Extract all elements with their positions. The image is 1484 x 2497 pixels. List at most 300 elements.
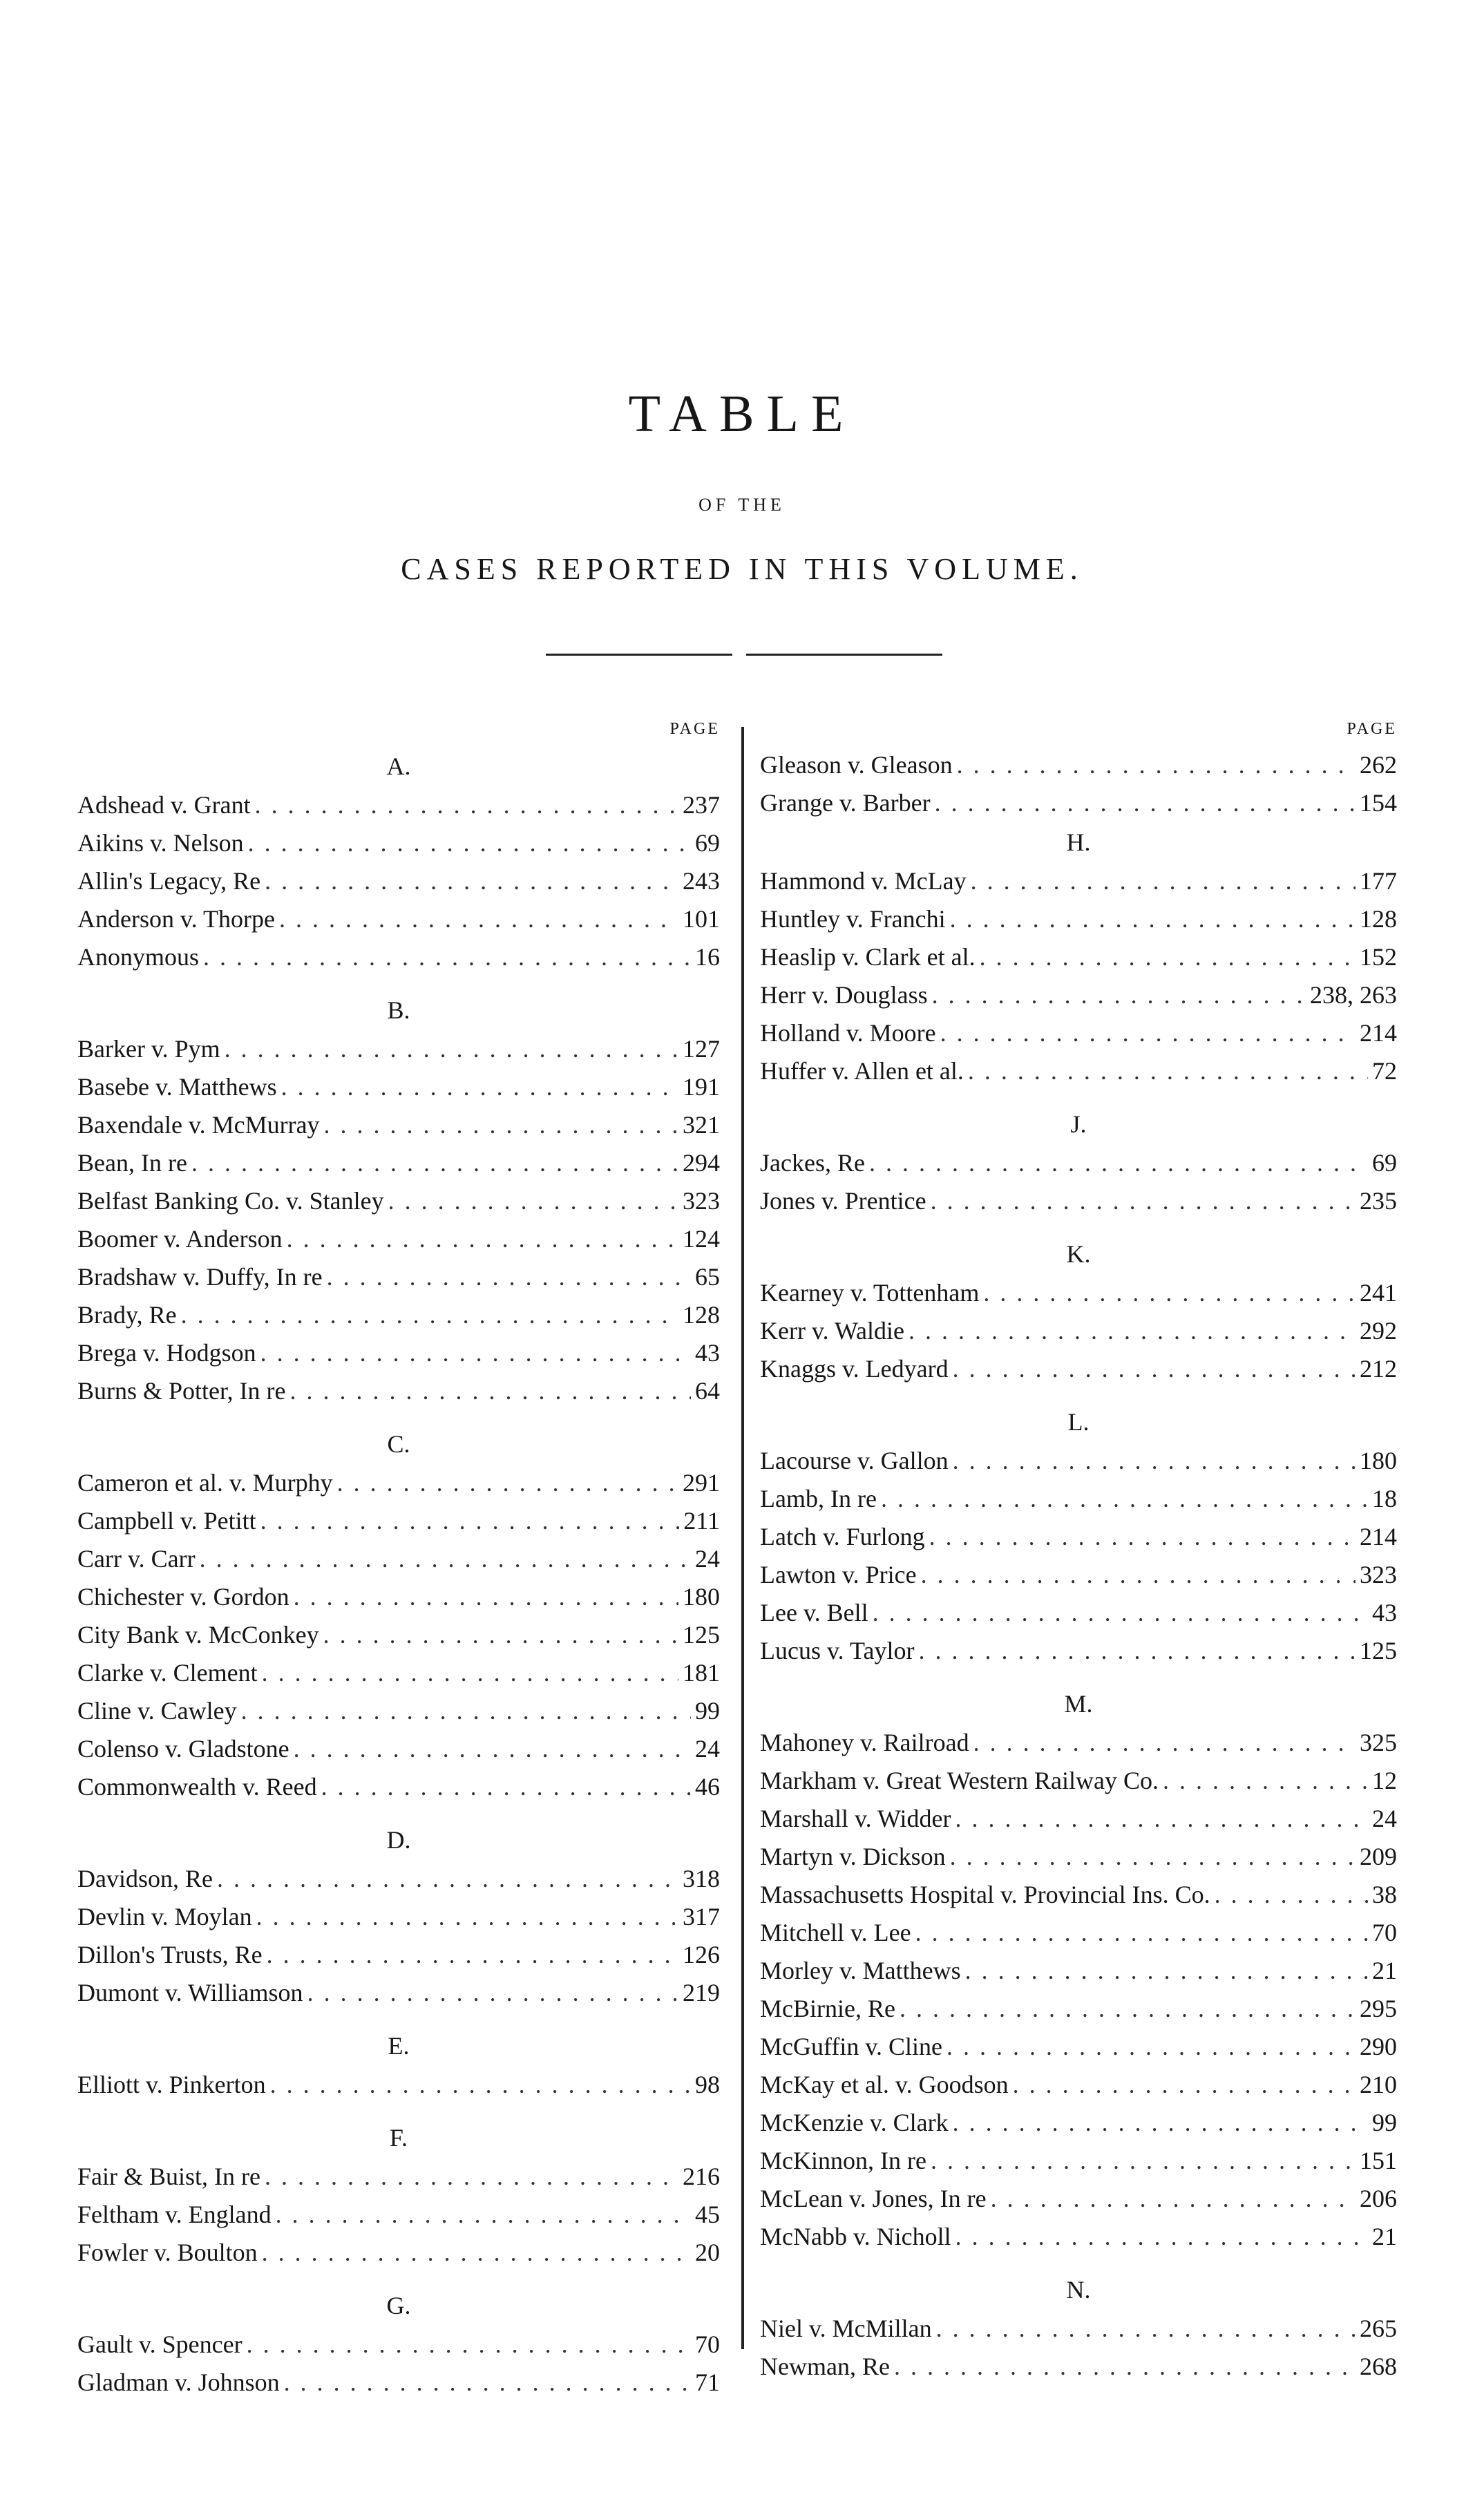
section-gap [760, 1220, 1397, 1234]
case-page-number: 237 [683, 791, 720, 819]
case-page-number: 43 [1372, 1599, 1397, 1626]
section-letter: B. [387, 996, 410, 1024]
case-entry [77, 2066, 720, 2104]
dot-leader [973, 1724, 1355, 1762]
case-page-number: 70 [1372, 1919, 1397, 1946]
case-name: Brady, Re [77, 1301, 177, 1329]
case-entry [77, 1068, 720, 1106]
dot-leader [900, 1990, 1355, 2028]
case-entry [77, 1898, 720, 1936]
case-name: Jackes, Re [760, 1149, 865, 1177]
dot-leader [327, 1258, 691, 1296]
case-name: McGuffin v. Cline [760, 2033, 942, 2060]
section-gap [760, 1388, 1397, 1402]
case-page-number: 128 [683, 1301, 720, 1329]
case-entry [77, 1106, 720, 1144]
case-name: Cline v. Cawley [77, 1697, 237, 1725]
case-name: Niel v. McMillan [760, 2315, 932, 2342]
case-entry [77, 1182, 720, 1220]
case-page-number: 24 [1372, 1805, 1397, 1832]
case-name: Fowler v. Boulton [77, 2239, 258, 2266]
case-name: Commonwealth v. Reed [77, 1773, 317, 1801]
case-name: Jones v. Prentice [760, 1187, 926, 1215]
case-entry [77, 2326, 720, 2364]
dot-leader [940, 1014, 1355, 1052]
dot-leader [936, 2310, 1355, 2348]
case-entry [77, 938, 720, 976]
column-divider [741, 727, 744, 2349]
case-page-number: 181 [683, 1659, 720, 1687]
case-page-number: 325 [1360, 1729, 1397, 1756]
section-gap [77, 1806, 720, 1820]
case-entry [760, 2028, 1397, 2066]
case-page-number: 209 [1360, 1843, 1397, 1870]
case-name: McLean v. Jones, In re [760, 2185, 987, 2212]
case-entry [760, 1144, 1397, 1182]
case-page-number: 238, 263 [1310, 981, 1397, 1009]
dot-leader [323, 1616, 678, 1654]
case-entry [760, 2142, 1397, 2180]
case-page-number: 70 [695, 2330, 720, 2358]
case-page-number: 38 [1372, 1881, 1397, 1908]
dot-leader [957, 746, 1355, 784]
dot-leader [932, 976, 1306, 1014]
case-page-number: 191 [683, 1073, 720, 1101]
case-name: Heaslip v. Clark et al. [760, 943, 976, 971]
case-entry [760, 900, 1397, 938]
dot-leader [181, 1296, 678, 1334]
case-name: Hammond v. McLay [760, 867, 967, 895]
case-entry [760, 2104, 1397, 2142]
case-name: Markham v. Great Western Railway Co. [760, 1767, 1159, 1794]
case-name: Fair & Buist, In re [77, 2163, 260, 2190]
case-entry [77, 1502, 720, 1540]
case-name: Lawton v. Price [760, 1561, 917, 1588]
section-gap [77, 2012, 720, 2026]
dot-leader [307, 1974, 678, 2012]
section-letter: J. [1070, 1110, 1087, 1138]
case-page-number: 291 [683, 1469, 720, 1497]
case-name: Brega v. Hodgson [77, 1339, 256, 1367]
case-name: McKinnon, In re [760, 2147, 926, 2174]
case-page-number: 65 [695, 1263, 720, 1291]
case-page-number: 292 [1360, 1317, 1397, 1345]
case-name: Barker v. Pym [77, 1035, 220, 1063]
case-page-number: 128 [1360, 905, 1397, 933]
case-page-number: 126 [683, 1941, 720, 1968]
case-page-number: 98 [695, 2071, 720, 2098]
case-entry [77, 2158, 720, 2196]
case-page-number: 295 [1360, 1995, 1397, 2022]
section-letter: H. [1066, 828, 1091, 856]
case-page-number: 317 [683, 1903, 720, 1930]
case-name: Kerr v. Waldie [760, 1317, 905, 1345]
case-name: Boomer v. Anderson [77, 1225, 283, 1253]
dot-leader [294, 1578, 678, 1616]
case-page-number: 265 [1360, 2315, 1397, 2342]
case-name: Adshead v. Grant [77, 791, 251, 819]
case-page-number: 46 [695, 1773, 720, 1801]
case-page-number: 64 [695, 1377, 720, 1405]
dot-leader [267, 1936, 678, 1974]
case-entry [77, 1730, 720, 1768]
case-name: Kearney v. Tottenham [760, 1279, 980, 1307]
case-page-number: 321 [683, 1111, 720, 1139]
case-entry [77, 1692, 720, 1730]
case-page-number: 69 [1372, 1149, 1397, 1177]
case-page-number: 219 [683, 1979, 720, 2006]
case-page-number: 151 [1360, 2147, 1397, 2174]
case-name: Newman, Re [760, 2353, 890, 2380]
case-entry [760, 2180, 1397, 2218]
case-entry [77, 1936, 720, 1974]
case-name: McBirnie, Re [760, 1995, 895, 2022]
case-entry [760, 1990, 1397, 2028]
case-name: Morley v. Matthews [760, 1957, 961, 1984]
case-name: Cameron et al. v. Murphy [77, 1469, 333, 1497]
case-page-number: 323 [1360, 1561, 1397, 1588]
dot-leader [980, 938, 1355, 976]
dot-leader [279, 900, 678, 938]
section-letter: E. [388, 2032, 410, 2060]
dot-leader [337, 1464, 678, 1502]
case-page-number: 12 [1372, 1767, 1397, 1794]
case-name: Knaggs v. Ledyard [760, 1355, 949, 1383]
case-entry [760, 1350, 1397, 1388]
case-name: Elliott v. Pinkerton [77, 2071, 266, 2098]
case-name: Mahoney v. Railroad [760, 1729, 969, 1756]
dot-leader [921, 1556, 1355, 1594]
case-name: Bean, In re [77, 1149, 187, 1177]
case-name: Baxendale v. McMurray [77, 1111, 320, 1139]
dot-leader [965, 1952, 1368, 1990]
case-entry [77, 862, 720, 900]
case-page-number: 127 [683, 1035, 720, 1063]
dot-leader [321, 1768, 691, 1806]
case-entry [760, 1838, 1397, 1876]
dot-leader [276, 2196, 691, 2234]
dot-leader [955, 2218, 1368, 2256]
case-page-number: 20 [695, 2239, 720, 2266]
dot-leader [915, 1914, 1368, 1952]
dot-leader [881, 1480, 1368, 1518]
case-name: Lacourse v. Gallon [760, 1447, 949, 1474]
case-entry [77, 1540, 720, 1578]
case-name: Huffer v. Allen et al. [760, 1057, 964, 1085]
case-name: McNabb v. Nicholl [760, 2223, 951, 2250]
dot-leader [281, 1068, 678, 1106]
case-entry [760, 746, 1397, 784]
dot-leader [262, 1654, 678, 1692]
section-letter: M. [1064, 1690, 1093, 1718]
dot-leader [225, 1030, 678, 1068]
case-entry [760, 1442, 1397, 1480]
section-letter: G. [386, 2292, 411, 2319]
case-entry [77, 1144, 720, 1182]
page-subtitle: CASES REPORTED IN THIS VOLUME. [401, 552, 1083, 586]
case-entry [77, 786, 720, 824]
case-entry [77, 1464, 720, 1502]
case-name: Latch v. Furlong [760, 1523, 925, 1550]
section-gap [760, 2256, 1397, 2270]
dot-leader [217, 1860, 678, 1898]
dot-leader [191, 1144, 678, 1182]
dot-leader [953, 1442, 1355, 1480]
case-page-number: 294 [683, 1149, 720, 1177]
dot-leader [869, 1144, 1368, 1182]
right-column [760, 712, 1397, 2386]
case-page-number: 18 [1372, 1485, 1397, 1512]
dot-leader [388, 1182, 678, 1220]
dot-leader [1163, 1762, 1368, 1800]
right-lead-entries [760, 746, 1397, 822]
case-entry [760, 976, 1397, 1014]
case-page-number: 210 [1360, 2071, 1397, 2098]
case-name: Anderson v. Thorpe [77, 905, 275, 933]
case-entry [77, 824, 720, 862]
dot-leader [265, 862, 678, 900]
page-column-header: PAGE [669, 720, 720, 738]
case-page-number: 243 [683, 867, 720, 895]
case-entry [760, 862, 1397, 900]
case-name: Allin's Legacy, Re [77, 867, 261, 895]
case-entry [760, 1914, 1397, 1952]
case-page-number: 69 [695, 829, 720, 857]
case-entry [77, 1220, 720, 1258]
case-entry [77, 1578, 720, 1616]
case-page-number: 99 [1372, 2109, 1397, 2136]
dot-leader [971, 862, 1355, 900]
case-name: Aikins v. Nelson [77, 829, 244, 857]
case-page-number: 323 [683, 1187, 720, 1215]
section-letter: C. [387, 1430, 410, 1458]
case-entry [760, 1594, 1397, 1632]
case-entry [77, 1258, 720, 1296]
case-entry [760, 1724, 1397, 1762]
case-entry [760, 1014, 1397, 1052]
case-name: Chichester v. Gordon [77, 1583, 289, 1611]
dot-leader [260, 1334, 691, 1372]
dot-leader [983, 1274, 1355, 1312]
dot-leader [241, 1692, 691, 1730]
case-entry [760, 1274, 1397, 1312]
case-page-number: 124 [683, 1225, 720, 1253]
dot-leader [255, 786, 678, 824]
case-name: Lucus v. Taylor [760, 1637, 915, 1664]
case-entry [77, 2196, 720, 2234]
section-gap [760, 1670, 1397, 1684]
dot-leader [953, 2104, 1368, 2142]
case-name: Holland v. Moore [760, 1019, 936, 1047]
case-page-number: 71 [695, 2368, 720, 2396]
section-letter: N. [1066, 2276, 1091, 2304]
dot-leader [324, 1106, 678, 1144]
case-name: Davidson, Re [77, 1865, 213, 1892]
left-column [77, 712, 720, 2402]
case-name: Colenso v. Gladstone [77, 1735, 289, 1763]
case-name: Dumont v. Williamson [77, 1979, 303, 2006]
case-name: Massachusetts Hospital v. Provincial Ins. Co. [760, 1881, 1210, 1908]
case-entry [760, 938, 1397, 976]
case-page-number: 43 [695, 1339, 720, 1367]
case-page-number: 24 [695, 1545, 720, 1573]
dot-leader [931, 1182, 1355, 1220]
case-name: Lamb, In re [760, 1485, 877, 1512]
dot-leader [918, 1632, 1355, 1670]
case-page-number: 154 [1360, 789, 1397, 817]
case-name: Clarke v. Clement [77, 1659, 258, 1687]
case-entry [77, 2234, 720, 2272]
case-name: Lee v. Bell [760, 1599, 868, 1626]
case-entry [77, 1030, 720, 1068]
case-page-number: 180 [1360, 1447, 1397, 1474]
dot-leader [248, 824, 691, 862]
case-name: McKay et al. v. Goodson [760, 2071, 1009, 2098]
case-entry [760, 1052, 1397, 1090]
section-letter: D. [386, 1826, 411, 1854]
case-page-number: 99 [695, 1697, 720, 1725]
case-entry [760, 1480, 1397, 1518]
case-page-number: 268 [1360, 2353, 1397, 2380]
case-page-number: 16 [695, 943, 720, 971]
dot-leader [950, 900, 1355, 938]
case-entry [760, 1876, 1397, 1914]
case-entry [77, 2364, 720, 2402]
dot-leader [935, 784, 1355, 822]
case-page-number: 125 [1360, 1637, 1397, 1664]
case-entry [760, 784, 1397, 822]
case-entry [760, 2348, 1397, 2386]
case-page-number: 152 [1360, 943, 1397, 971]
dot-leader [265, 2158, 678, 2196]
title-rule-right [746, 654, 942, 656]
case-entry [760, 2310, 1397, 2348]
case-entry [77, 1334, 720, 1372]
title-rule-left [546, 654, 732, 656]
case-entry [77, 1768, 720, 1806]
case-page-number: 21 [1372, 1957, 1397, 1984]
case-entry [77, 1654, 720, 1692]
case-entry [760, 2218, 1397, 2256]
dot-leader [290, 1372, 691, 1410]
case-name: Martyn v. Dickson [760, 1843, 946, 1870]
case-name: Gault v. Spencer [77, 2330, 242, 2358]
case-entry [760, 1312, 1397, 1350]
left-sections [77, 746, 720, 2402]
case-name: Gladman v. Johnson [77, 2368, 280, 2396]
dot-leader [270, 2066, 691, 2104]
case-name: McKenzie v. Clark [760, 2109, 949, 2136]
case-page-number: 24 [695, 1735, 720, 1763]
dot-leader [256, 1898, 678, 1936]
case-page-number: 212 [1360, 1355, 1397, 1383]
dot-leader [294, 1730, 691, 1768]
case-name: Bradshaw v. Duffy, In re [77, 1263, 323, 1291]
dot-leader [873, 1594, 1368, 1632]
dot-leader [946, 2028, 1355, 2066]
case-page-number: 211 [683, 1507, 720, 1535]
of-the-label: OF THE [698, 495, 786, 515]
case-page-number: 206 [1360, 2185, 1397, 2212]
case-name: Belfast Banking Co. v. Stanley [77, 1187, 384, 1215]
case-page-number: 318 [683, 1865, 720, 1892]
case-page-number: 72 [1372, 1057, 1397, 1085]
dot-leader [929, 1518, 1355, 1556]
dot-leader [262, 2234, 691, 2272]
case-name: Mitchell v. Lee [760, 1919, 911, 1946]
case-page-number: 21 [1372, 2223, 1397, 2250]
section-gap [760, 1090, 1397, 1104]
case-page-number: 101 [683, 905, 720, 933]
case-page-number: 180 [683, 1583, 720, 1611]
case-name: Anonymous [77, 943, 200, 971]
case-page-number: 214 [1360, 1523, 1397, 1550]
dot-leader [894, 2348, 1355, 2386]
dot-leader [284, 2364, 691, 2402]
case-entry [760, 1800, 1397, 1838]
case-page-number: 235 [1360, 1187, 1397, 1215]
dot-leader [200, 1540, 691, 1578]
section-letter: F. [389, 2124, 408, 2152]
case-name: Dillon's Trusts, Re [77, 1941, 263, 1968]
right-sections [760, 822, 1397, 2386]
case-name: Feltham v. England [77, 2201, 272, 2228]
dot-leader [287, 1220, 678, 1258]
case-page-number: 214 [1360, 1019, 1397, 1047]
section-letter: K. [1066, 1240, 1091, 1268]
case-entry [760, 1632, 1397, 1670]
case-name: Herr v. Douglass [760, 981, 928, 1009]
case-name: Basebe v. Matthews [77, 1073, 277, 1101]
dot-leader [968, 1052, 1368, 1090]
case-name: Grange v. Barber [760, 789, 931, 817]
case-page-number: 241 [1360, 1279, 1397, 1307]
dot-leader [931, 2142, 1355, 2180]
dot-leader [991, 2180, 1355, 2218]
section-letter: A. [386, 752, 411, 780]
case-entry [77, 1860, 720, 1898]
case-entry [77, 1616, 720, 1654]
case-name: Devlin v. Moylan [77, 1903, 252, 1930]
case-entry [77, 1296, 720, 1334]
section-letter: L. [1067, 1408, 1090, 1436]
case-page-number: 45 [695, 2201, 720, 2228]
case-page-number: 125 [683, 1621, 720, 1649]
case-entry [760, 1762, 1397, 1800]
page-title: TABLE [628, 385, 856, 443]
case-name: City Bank v. McConkey [77, 1621, 319, 1649]
case-entry [77, 1372, 720, 1410]
section-gap [77, 2104, 720, 2118]
case-page-number: 290 [1360, 2033, 1397, 2060]
dot-leader [953, 1350, 1355, 1388]
case-entry [760, 1518, 1397, 1556]
case-entry [77, 1974, 720, 2012]
case-name: Huntley v. Franchi [760, 905, 946, 933]
dot-leader [955, 1800, 1369, 1838]
case-name: Burns & Potter, In re [77, 1377, 286, 1405]
dot-leader [950, 1838, 1355, 1876]
case-entry [760, 1182, 1397, 1220]
case-entry [77, 900, 720, 938]
case-name: Gleason v. Gleason [760, 751, 953, 779]
section-gap [77, 2272, 720, 2286]
case-page-number: 262 [1360, 751, 1397, 779]
dot-leader [1215, 1876, 1368, 1914]
case-page-number: 177 [1360, 867, 1397, 895]
case-name: Carr v. Carr [77, 1545, 196, 1573]
dot-leader [260, 1502, 680, 1540]
